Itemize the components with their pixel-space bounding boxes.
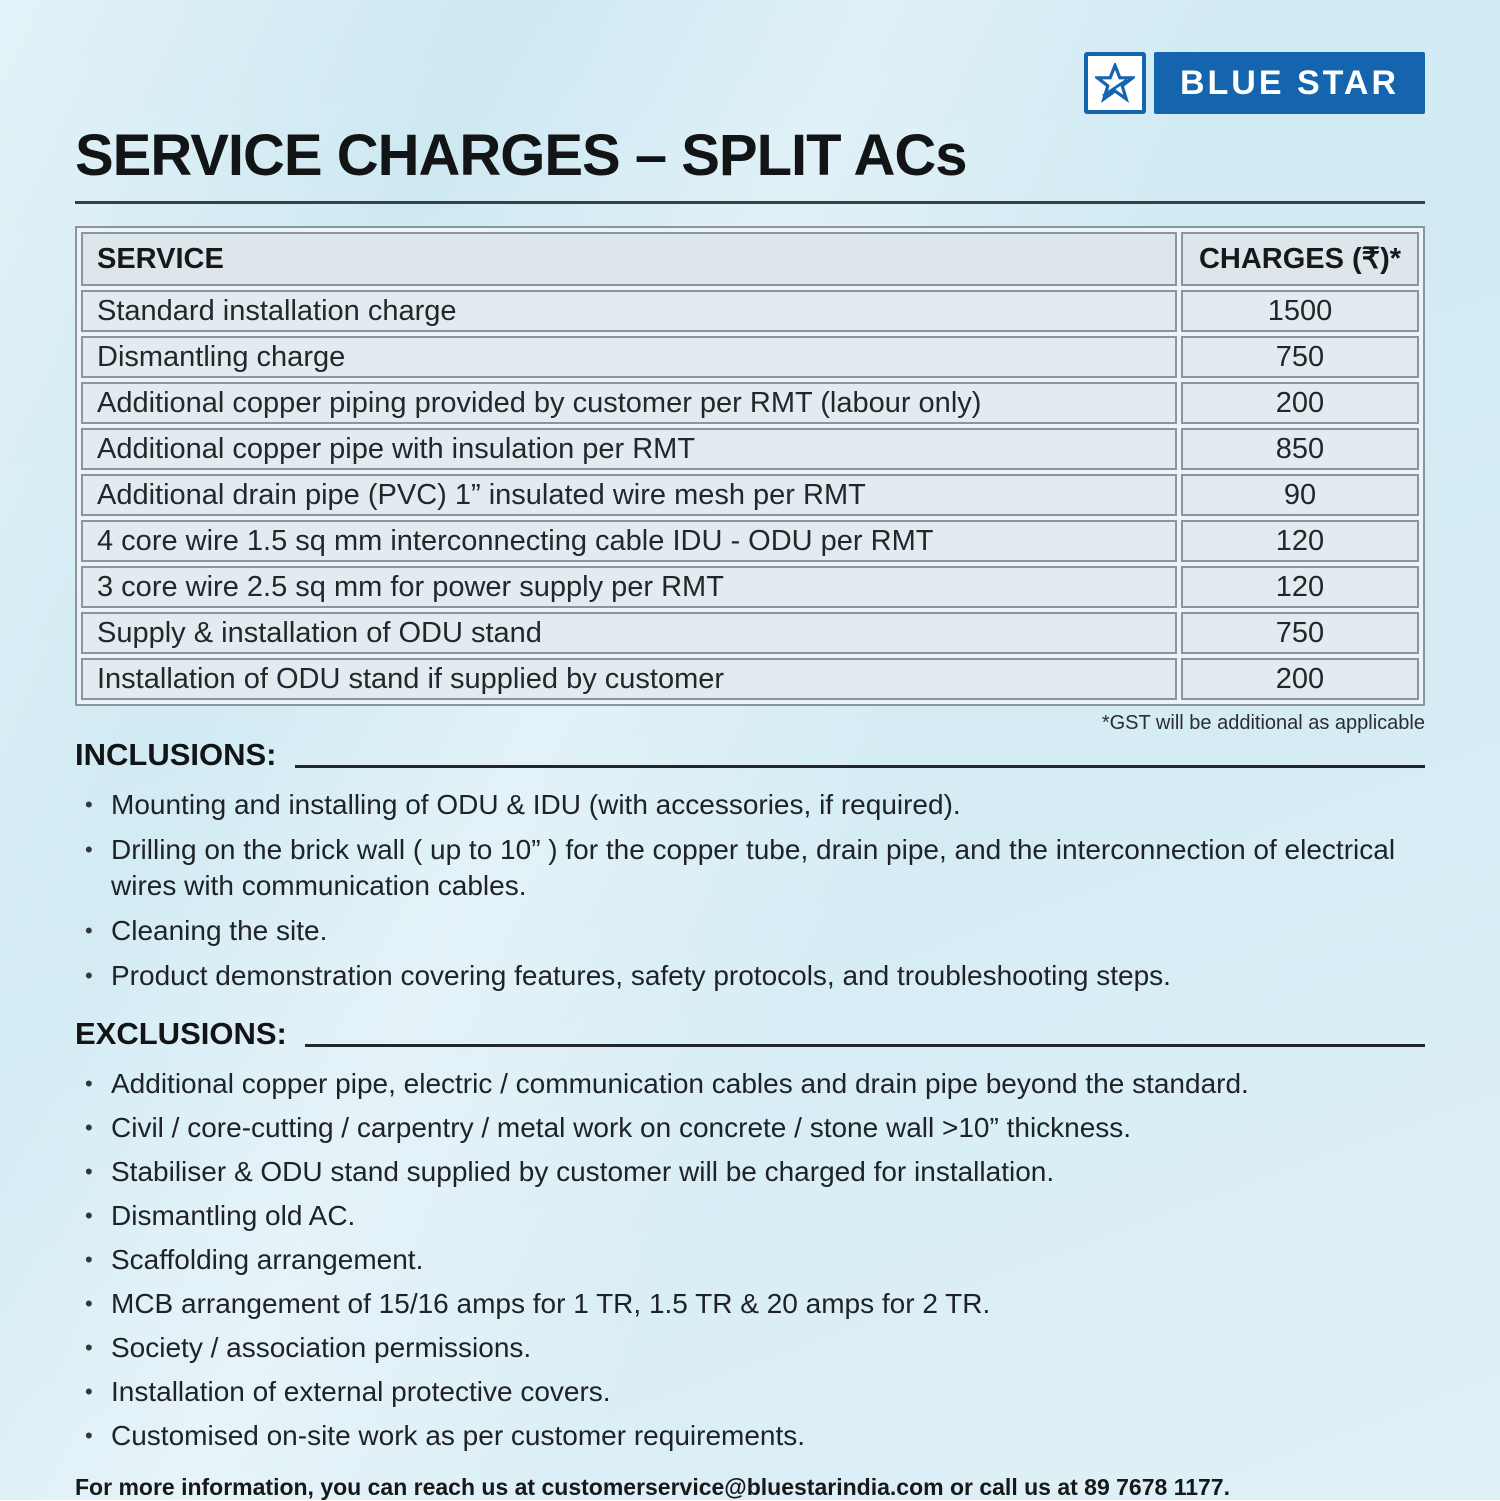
inclusion-item: • Cleaning the site. [77, 913, 1425, 949]
logo-star-box [1084, 52, 1146, 114]
inclusion-item: • Product demonstration covering features, safety protocols, and troubleshooting steps. [77, 958, 1425, 994]
table-header-row [81, 232, 1419, 286]
charge-cell: 90 [1181, 474, 1419, 516]
column-header-charges: CHARGES (₹)* [1181, 232, 1419, 286]
exclusions-section-head [75, 1016, 1425, 1052]
charge-cell: 200 [1181, 658, 1419, 700]
table-row [81, 474, 1419, 516]
inclusions-heading: INCLUSIONS: [75, 736, 277, 772]
exclusions-list [75, 1066, 1425, 1454]
service-cell: Installation of ODU stand if supplied by customer [81, 658, 1177, 700]
inclusion-item: • Drilling on the brick wall ( up to 10” ) for the copper tube, drain pipe, and the interconnection of electrical wires with communication cables. [77, 832, 1425, 904]
table-row [81, 658, 1419, 700]
exclusion-item: • Customised on-site work as per customer requirements. [77, 1418, 1425, 1454]
logo-row [75, 52, 1425, 114]
service-cell: Additional drain pipe (PVC) 1” insulated wire mesh per RMT [81, 474, 1177, 516]
service-cell: 4 core wire 1.5 sq mm interconnecting cable IDU - ODU per RMT [81, 520, 1177, 562]
charge-cell: 750 [1181, 612, 1419, 654]
service-cell: Standard installation charge [81, 290, 1177, 332]
service-cell: Additional copper pipe with insulation per RMT [81, 428, 1177, 470]
service-charges-table [77, 228, 1423, 704]
contact-footer: For more information, you can reach us at customerservice@bluestarindia.com or call us at 89 7678 1177. [75, 1473, 1230, 1500]
exclusion-item: • MCB arrangement of 15/16 amps for 1 TR, 1.5 TR & 20 amps for 2 TR. [77, 1286, 1425, 1322]
charge-cell: 750 [1181, 336, 1419, 378]
column-header-service: SERVICE [81, 232, 1177, 286]
exclusions-heading: EXCLUSIONS: [75, 1015, 287, 1051]
service-charges-table-wrap [75, 226, 1425, 706]
page-title: SERVICE CHARGES – SPLIT ACs [75, 123, 967, 188]
table-row [81, 382, 1419, 424]
inclusions-rule [295, 765, 1426, 768]
table-row [81, 336, 1419, 378]
blue-star-logo [1084, 52, 1425, 114]
exclusion-item: • Scaffolding arrangement. [77, 1242, 1425, 1278]
charge-cell: 120 [1181, 520, 1419, 562]
table-row [81, 566, 1419, 608]
inclusion-item: • Mounting and installing of ODU & IDU (with accessories, if required). [77, 787, 1425, 823]
table-row [81, 520, 1419, 562]
gst-footnote: *GST will be additional as applicable [1101, 711, 1425, 734]
exclusion-item: • Installation of external protective covers. [77, 1374, 1425, 1410]
star-icon [1095, 63, 1135, 103]
service-cell: Supply & installation of ODU stand [81, 612, 1177, 654]
service-cell: Dismantling charge [81, 336, 1177, 378]
brand-wordmark: BLUE STAR [1154, 52, 1425, 114]
table-row [81, 428, 1419, 470]
title-underline [75, 201, 1425, 204]
exclusion-item: • Society / association permissions. [77, 1330, 1425, 1366]
charge-cell: 200 [1181, 382, 1419, 424]
table-row [81, 290, 1419, 332]
exclusions-rule [305, 1044, 1425, 1047]
table-row [81, 612, 1419, 654]
charge-cell: 120 [1181, 566, 1419, 608]
exclusion-item: • Additional copper pipe, electric / communication cables and drain pipe beyond the standard. [77, 1066, 1425, 1102]
exclusion-item: • Stabiliser & ODU stand supplied by customer will be charged for installation. [77, 1154, 1425, 1190]
exclusion-item: • Dismantling old AC. [77, 1198, 1425, 1234]
service-cell: Additional copper piping provided by customer per RMT (labour only) [81, 382, 1177, 424]
service-cell: 3 core wire 2.5 sq mm for power supply per RMT [81, 566, 1177, 608]
exclusion-item: • Civil / core-cutting / carpentry / metal work on concrete / stone wall >10” thickness. [77, 1110, 1425, 1146]
inclusions-list [75, 787, 1425, 994]
charge-cell: 1500 [1181, 290, 1419, 332]
charge-cell: 850 [1181, 428, 1419, 470]
inclusions-section-head [75, 737, 1425, 773]
